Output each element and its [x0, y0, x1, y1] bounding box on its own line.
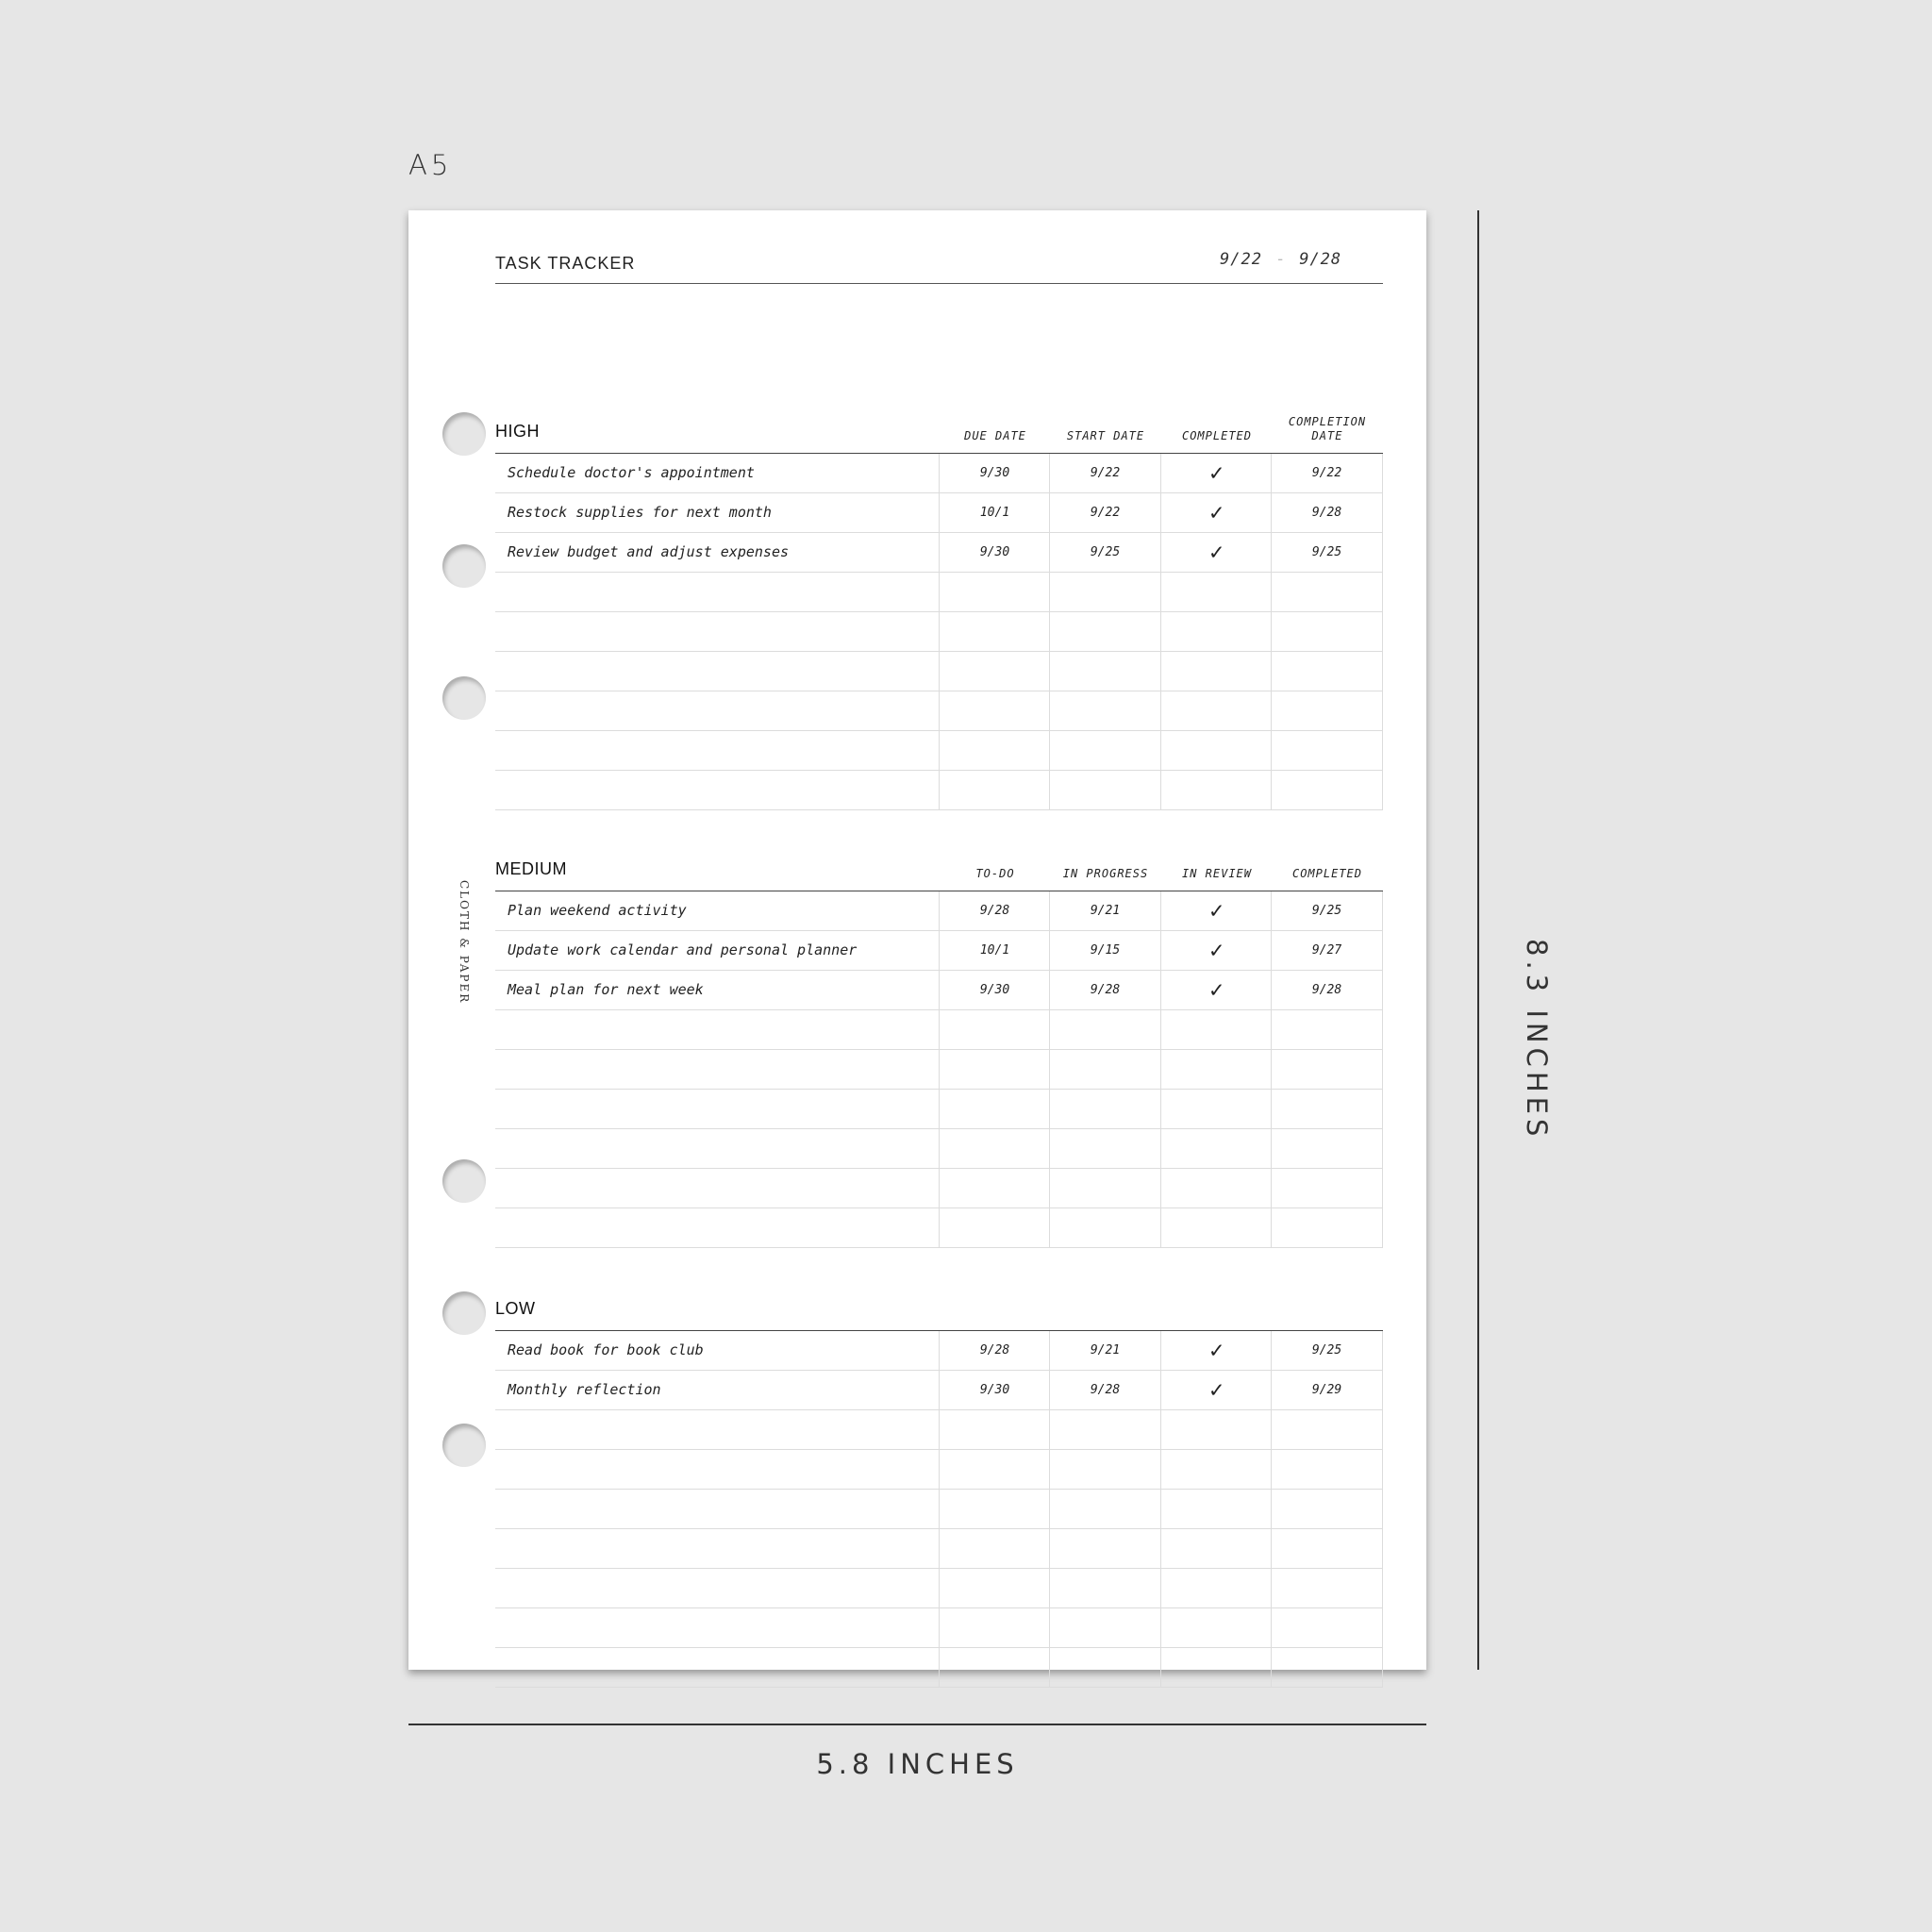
check-cell[interactable]: [1161, 1450, 1272, 1489]
check-cell[interactable]: [1161, 1529, 1272, 1568]
date-cell[interactable]: [1272, 1490, 1382, 1528]
date-cell[interactable]: [1272, 1410, 1382, 1449]
date-cell[interactable]: [1050, 1450, 1160, 1489]
task-name[interactable]: [508, 1208, 923, 1247]
task-name[interactable]: Monthly reflection: [508, 1381, 661, 1398]
date-cell[interactable]: [1050, 1529, 1160, 1568]
date-cell[interactable]: [940, 652, 1050, 691]
task-name[interactable]: [508, 1010, 923, 1049]
column-header: COMPLETED: [1291, 867, 1363, 880]
section-high: [495, 394, 1383, 810]
brand-mark: CLOTH & PAPER: [458, 880, 471, 1005]
check-cell[interactable]: [1161, 1208, 1272, 1247]
date-start[interactable]: 9/22: [1220, 250, 1262, 269]
column-header: IN PROGRESS: [1062, 867, 1149, 880]
column-divider: [1382, 1331, 1383, 1688]
check-cell[interactable]: ✓: [1209, 976, 1224, 1003]
check-cell[interactable]: [1161, 1608, 1272, 1647]
date-cell[interactable]: [1050, 1050, 1160, 1089]
page-title: TASK TRACKER: [495, 254, 636, 273]
date-cell[interactable]: [1272, 573, 1382, 611]
task-name[interactable]: [508, 1490, 923, 1528]
width-dimension-label: 5.8 INCHES: [816, 1748, 1019, 1780]
task-name[interactable]: Read book for book club: [508, 1341, 704, 1358]
check-cell[interactable]: ✓: [1209, 459, 1224, 486]
date-cell[interactable]: [940, 1490, 1050, 1528]
task-name[interactable]: [508, 1529, 923, 1568]
task-name[interactable]: [508, 1648, 923, 1687]
column-divider: [1160, 454, 1161, 810]
date-cell[interactable]: [1272, 612, 1382, 651]
date-cell[interactable]: [1272, 1010, 1382, 1049]
column-divider: [1160, 1331, 1161, 1688]
column-divider: [939, 1331, 940, 1688]
punch-hole: [442, 1159, 486, 1203]
date-cell[interactable]: [940, 1410, 1050, 1449]
date-separator: -: [1274, 250, 1287, 269]
date-cell[interactable]: 9/25: [1311, 545, 1342, 559]
date-cell[interactable]: 9/15: [1090, 943, 1121, 958]
task-name[interactable]: Restock supplies for next month: [508, 504, 772, 521]
date-cell[interactable]: [1050, 771, 1160, 809]
date-cell[interactable]: [1050, 1090, 1160, 1128]
check-cell[interactable]: [1161, 573, 1272, 611]
date-cell[interactable]: 9/30: [979, 545, 1010, 559]
date-cell[interactable]: [1272, 1450, 1382, 1489]
task-name[interactable]: [508, 1129, 923, 1168]
section-title: HIGH: [495, 422, 540, 441]
date-cell[interactable]: 9/21: [1090, 1343, 1121, 1357]
date-cell[interactable]: [1050, 1129, 1160, 1168]
date-cell[interactable]: [1050, 1490, 1160, 1528]
task-name[interactable]: Meal plan for next week: [508, 981, 704, 998]
column-divider: [1049, 891, 1050, 1248]
task-table: [495, 1330, 1383, 1688]
date-cell[interactable]: 9/30: [979, 983, 1010, 997]
date-cell[interactable]: [1050, 1410, 1160, 1449]
section-low: [495, 1272, 1383, 1688]
column-header: COMPLETED: [1181, 429, 1253, 442]
check-cell[interactable]: ✓: [1209, 539, 1224, 565]
date-cell[interactable]: [940, 731, 1050, 770]
date-cell[interactable]: [1050, 1608, 1160, 1647]
date-cell[interactable]: 9/28: [1090, 1383, 1121, 1397]
date-cell[interactable]: [940, 1129, 1050, 1168]
date-cell[interactable]: 9/29: [1311, 1383, 1342, 1397]
date-end[interactable]: 9/28: [1299, 250, 1342, 269]
column-divider: [1271, 891, 1272, 1248]
column-header: DUE DATE: [964, 429, 1026, 442]
task-name[interactable]: Plan weekend activity: [508, 902, 687, 919]
column-header: COMPLETION DATE: [1288, 415, 1367, 442]
check-cell[interactable]: ✓: [1209, 1337, 1224, 1363]
column-divider: [1271, 1331, 1272, 1688]
date-range: [1220, 250, 1341, 269]
column-divider: [1271, 454, 1272, 810]
date-cell[interactable]: [1050, 1648, 1160, 1687]
date-cell[interactable]: 9/22: [1090, 506, 1121, 520]
section-title: LOW: [495, 1299, 536, 1318]
date-cell[interactable]: [1050, 573, 1160, 611]
check-cell[interactable]: [1161, 771, 1272, 809]
date-cell[interactable]: [1272, 1529, 1382, 1568]
date-cell[interactable]: [1050, 731, 1160, 770]
column-divider: [939, 454, 940, 810]
date-cell[interactable]: [1272, 691, 1382, 730]
task-name[interactable]: [508, 691, 923, 730]
check-cell[interactable]: [1161, 1090, 1272, 1128]
date-cell[interactable]: 9/25: [1090, 545, 1121, 559]
check-cell[interactable]: ✓: [1209, 499, 1224, 525]
section-medium: [495, 832, 1383, 1248]
date-cell[interactable]: [1050, 1208, 1160, 1247]
task-name[interactable]: [508, 612, 923, 651]
date-cell[interactable]: [1272, 1569, 1382, 1607]
date-cell[interactable]: [1272, 1208, 1382, 1247]
date-cell[interactable]: [940, 1090, 1050, 1128]
date-cell[interactable]: [940, 1529, 1050, 1568]
task-name[interactable]: [508, 1050, 923, 1089]
task-name[interactable]: [508, 1450, 923, 1489]
date-cell[interactable]: 9/25: [1311, 1343, 1342, 1357]
task-name[interactable]: [508, 652, 923, 691]
date-cell[interactable]: [1272, 1129, 1382, 1168]
task-name[interactable]: [508, 1410, 923, 1449]
date-cell[interactable]: 9/27: [1311, 943, 1342, 958]
task-name[interactable]: [508, 1090, 923, 1128]
task-name[interactable]: [508, 771, 923, 809]
date-cell[interactable]: 9/25: [1311, 904, 1342, 918]
task-name[interactable]: Review budget and adjust expenses: [508, 543, 790, 560]
date-cell[interactable]: 9/28: [1090, 983, 1121, 997]
date-cell[interactable]: 9/28: [1311, 983, 1342, 997]
paper-size-label: A5: [408, 149, 453, 181]
column-divider: [1382, 891, 1383, 1248]
check-cell[interactable]: [1161, 1050, 1272, 1089]
date-cell[interactable]: [940, 691, 1050, 730]
date-cell[interactable]: [1050, 652, 1160, 691]
column-divider: [1382, 454, 1383, 810]
check-cell[interactable]: [1161, 1129, 1272, 1168]
section-header: [495, 832, 1383, 891]
task-table: [495, 453, 1383, 810]
date-cell[interactable]: [1272, 1169, 1382, 1208]
height-dimension-label: 8.3 INCHES: [1521, 939, 1553, 1141]
date-cell[interactable]: [1272, 1608, 1382, 1647]
header-divider: [495, 283, 1383, 284]
check-cell[interactable]: [1161, 1169, 1272, 1208]
date-cell[interactable]: 10/1: [979, 506, 1010, 520]
date-cell[interactable]: 9/22: [1090, 466, 1121, 480]
check-cell[interactable]: ✓: [1209, 1376, 1224, 1403]
date-cell[interactable]: 9/28: [979, 904, 1010, 918]
punch-hole: [442, 1424, 486, 1467]
section-header: [495, 394, 1383, 453]
check-cell[interactable]: ✓: [1209, 937, 1224, 963]
column-divider: [1049, 1331, 1050, 1688]
date-cell[interactable]: 9/22: [1311, 466, 1342, 480]
task-name[interactable]: Schedule doctor's appointment: [508, 464, 755, 481]
date-cell[interactable]: [940, 1169, 1050, 1208]
date-cell[interactable]: [940, 1010, 1050, 1049]
task-name[interactable]: Update work calendar and personal planner: [508, 941, 858, 958]
task-name[interactable]: [508, 1608, 923, 1647]
section-title: MEDIUM: [495, 859, 567, 878]
width-dimension-line: [408, 1724, 1426, 1725]
task-table: [495, 891, 1383, 1248]
column-header: IN REVIEW: [1181, 867, 1253, 880]
date-cell[interactable]: [1050, 691, 1160, 730]
date-cell[interactable]: [1050, 1569, 1160, 1607]
check-cell[interactable]: [1161, 1490, 1272, 1528]
date-cell[interactable]: [1272, 1050, 1382, 1089]
task-name[interactable]: [508, 731, 923, 770]
check-cell[interactable]: [1161, 652, 1272, 691]
task-name[interactable]: [508, 573, 923, 611]
punch-hole: [442, 412, 486, 456]
check-cell[interactable]: [1161, 612, 1272, 651]
date-cell[interactable]: 9/21: [1090, 904, 1121, 918]
date-cell[interactable]: [940, 1569, 1050, 1607]
check-cell[interactable]: ✓: [1209, 897, 1224, 924]
date-cell[interactable]: [1272, 731, 1382, 770]
date-cell[interactable]: [1050, 1169, 1160, 1208]
check-cell[interactable]: [1161, 731, 1272, 770]
date-cell[interactable]: [940, 1450, 1050, 1489]
section-header: [495, 1272, 1383, 1330]
date-cell[interactable]: [1050, 1010, 1160, 1049]
check-cell[interactable]: [1161, 1010, 1272, 1049]
check-cell[interactable]: [1161, 1648, 1272, 1687]
task-name[interactable]: [508, 1569, 923, 1607]
date-cell[interactable]: [940, 771, 1050, 809]
task-name[interactable]: [508, 1169, 923, 1208]
date-cell[interactable]: [1050, 612, 1160, 651]
check-cell[interactable]: [1161, 1410, 1272, 1449]
column-divider: [939, 891, 940, 1248]
date-cell[interactable]: [1272, 652, 1382, 691]
date-cell[interactable]: 9/28: [1311, 506, 1342, 520]
date-cell[interactable]: [940, 573, 1050, 611]
date-cell[interactable]: [940, 1208, 1050, 1247]
punch-hole: [442, 1291, 486, 1335]
date-cell[interactable]: 9/28: [979, 1343, 1010, 1357]
punch-hole: [442, 544, 486, 588]
date-cell[interactable]: 9/30: [979, 1383, 1010, 1397]
date-cell[interactable]: [940, 1608, 1050, 1647]
height-dimension-line: [1477, 210, 1479, 1670]
date-cell[interactable]: [940, 1050, 1050, 1089]
column-divider: [1160, 891, 1161, 1248]
check-cell[interactable]: [1161, 691, 1272, 730]
date-cell[interactable]: [1272, 1090, 1382, 1128]
column-divider: [1049, 454, 1050, 810]
date-cell[interactable]: [940, 1648, 1050, 1687]
date-cell[interactable]: 10/1: [979, 943, 1010, 958]
check-cell[interactable]: [1161, 1569, 1272, 1607]
date-cell[interactable]: 9/30: [979, 466, 1010, 480]
punch-hole: [442, 676, 486, 720]
date-cell[interactable]: [940, 612, 1050, 651]
date-cell[interactable]: [1272, 771, 1382, 809]
planner-sheet: [408, 210, 1426, 1670]
column-header: TO-DO: [975, 867, 1015, 880]
date-cell[interactable]: [1272, 1648, 1382, 1687]
column-header: START DATE: [1066, 429, 1145, 442]
